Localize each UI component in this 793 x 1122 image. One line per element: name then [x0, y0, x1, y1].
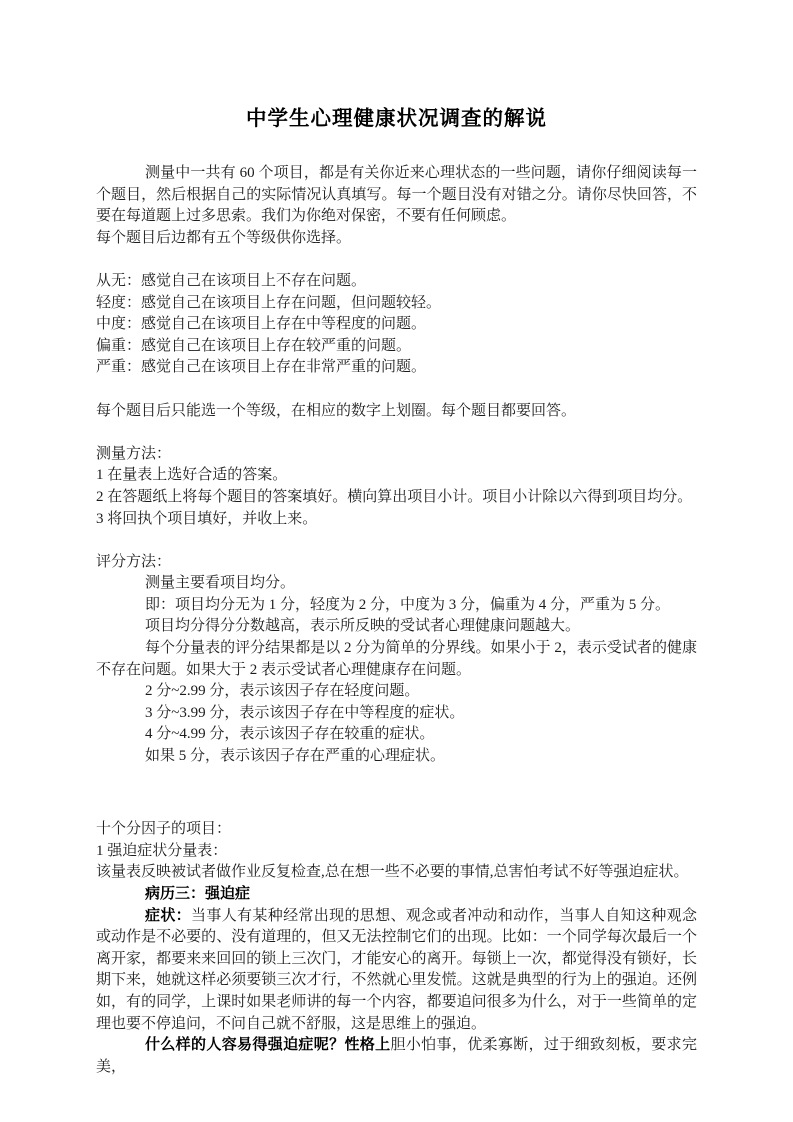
- document-title: 中学生心理健康状况调查的解说: [246, 108, 547, 130]
- scoring-range-4: 4 分~4.99 分，表示该因子存在较重的症状。: [145, 726, 435, 743]
- factor-1-description: 该量表反映被试者做作业反复检查,总在想一些不必要的事情,总害怕考试不好等强迫症状。: [96, 864, 689, 881]
- intro-paragraph: 测量中一共有 60 个项目，都是有关你近来心理状态的一些问题，请你仔细阅读每一个题目，然后根据自己的实际情况认真填写。每一个题目没有对错之分。请你尽快回答，不要在每道题上过多思索。我们为你绝对保密，不要有任何顾虑。: [96, 165, 697, 225]
- factors-heading: 十个分因子的项目：: [96, 821, 232, 838]
- scoring-method-heading: 评分方法：: [96, 553, 172, 570]
- personality-text: 胆小怕事，优柔寡断，过于细致刻板，要求完美，: [96, 1037, 697, 1075]
- case-heading-text: 病历三：强迫症: [145, 886, 251, 902]
- blank-line: [96, 422, 697, 444]
- symptom-paragraph: [96, 906, 697, 1036]
- symptom-text: 当事人有某种经常出现的思想、观念或者冲动和动作，当事人自知这种观念或动作是不必要的、没有道理的，但又无法控制它们的出现。比如：一个同学每次最后一个离开家，都要来来回回的锁上三次门，才能安心的离开。每锁上一次，都觉得没有锁好，长期下来，她就这样必须要锁三次才行，不然就心里发慌。这就是典型的行为上的强迫。还例如，有的同学，上课时如果老师讲的每一个内容，都要追问很多为什么，对于一些简单的定理也要不停追问，不问自己就不舒服，这是思维上的强迫。: [96, 907, 697, 1032]
- scoring-note-points: 即：项目均分无为 1 分，轻度为 2 分，中度为 3 分，偏重为 4 分，严重为 5 分。: [145, 596, 671, 613]
- level-def-severe: 严重：感觉自己在该项目上存在非常严重的问题。: [96, 359, 427, 376]
- scoring-note-average: 测量主要看项目均分。: [145, 575, 296, 592]
- levels-intro-line: 每个题目后边都有五个等级供你选择。: [96, 229, 352, 246]
- measure-method-heading: 测量方法：: [96, 445, 172, 462]
- measure-step-3: 3 将回执个项目填好，并收上来。: [96, 510, 318, 527]
- symptom-label: 症状：: [145, 907, 192, 924]
- scoring-range-3: 3 分~3.99 分，表示该因子存在中等程度的症状。: [145, 704, 465, 721]
- level-def-heavy: 偏重：感觉自己在该项目上存在较严重的问题。: [96, 337, 412, 354]
- answer-instruction: 每个题目后只能选一个等级，在相应的数字上划圈。每个题目都要回答。: [96, 402, 577, 419]
- scoring-range-2: 2 分~2.99 分，表示该因子存在轻度问题。: [145, 683, 420, 700]
- personality-paragraph: [96, 1035, 697, 1078]
- case-heading: [96, 884, 697, 906]
- level-def-mild: 轻度：感觉自己在该项目上存在问题，但问题较轻。: [96, 294, 442, 311]
- measure-step-1: 1 在量表上选好合适的答案。: [96, 467, 288, 484]
- blank-line: [96, 530, 697, 552]
- scoring-note-cutoff: 每个分量表的评分结果都是以 2 分为简单的分界线。如果小于 2，表示受试者的健康不存在问题。如果大于 2 表示受试者心理健康存在问题。: [96, 640, 697, 678]
- blank-line: [96, 379, 697, 401]
- level-def-moderate: 中度：感觉自己在该项目上存在中等程度的问题。: [96, 316, 427, 333]
- scoring-range-5: 如果 5 分，表示该因子存在严重的心理症状。: [145, 748, 446, 765]
- blank-line: [96, 789, 697, 819]
- measure-step-2: 2 在答题纸上将每个题目的答案填好。横向算出项目小计。项目小计除以六得到项目均分。: [96, 488, 693, 505]
- personality-question: 什么样的人容易得强迫症呢？性格上: [145, 1037, 391, 1054]
- blank-line: [96, 768, 697, 790]
- factor-1-heading: 1 强迫症状分量表：: [96, 842, 228, 859]
- scoring-note-higher: 项目均分得分分数越高，表示所反映的受试者心理健康问题越大。: [145, 618, 581, 635]
- blank-line: [96, 249, 697, 271]
- level-def-none: 从无：感觉自己在该项目上不存在问题。: [96, 272, 367, 289]
